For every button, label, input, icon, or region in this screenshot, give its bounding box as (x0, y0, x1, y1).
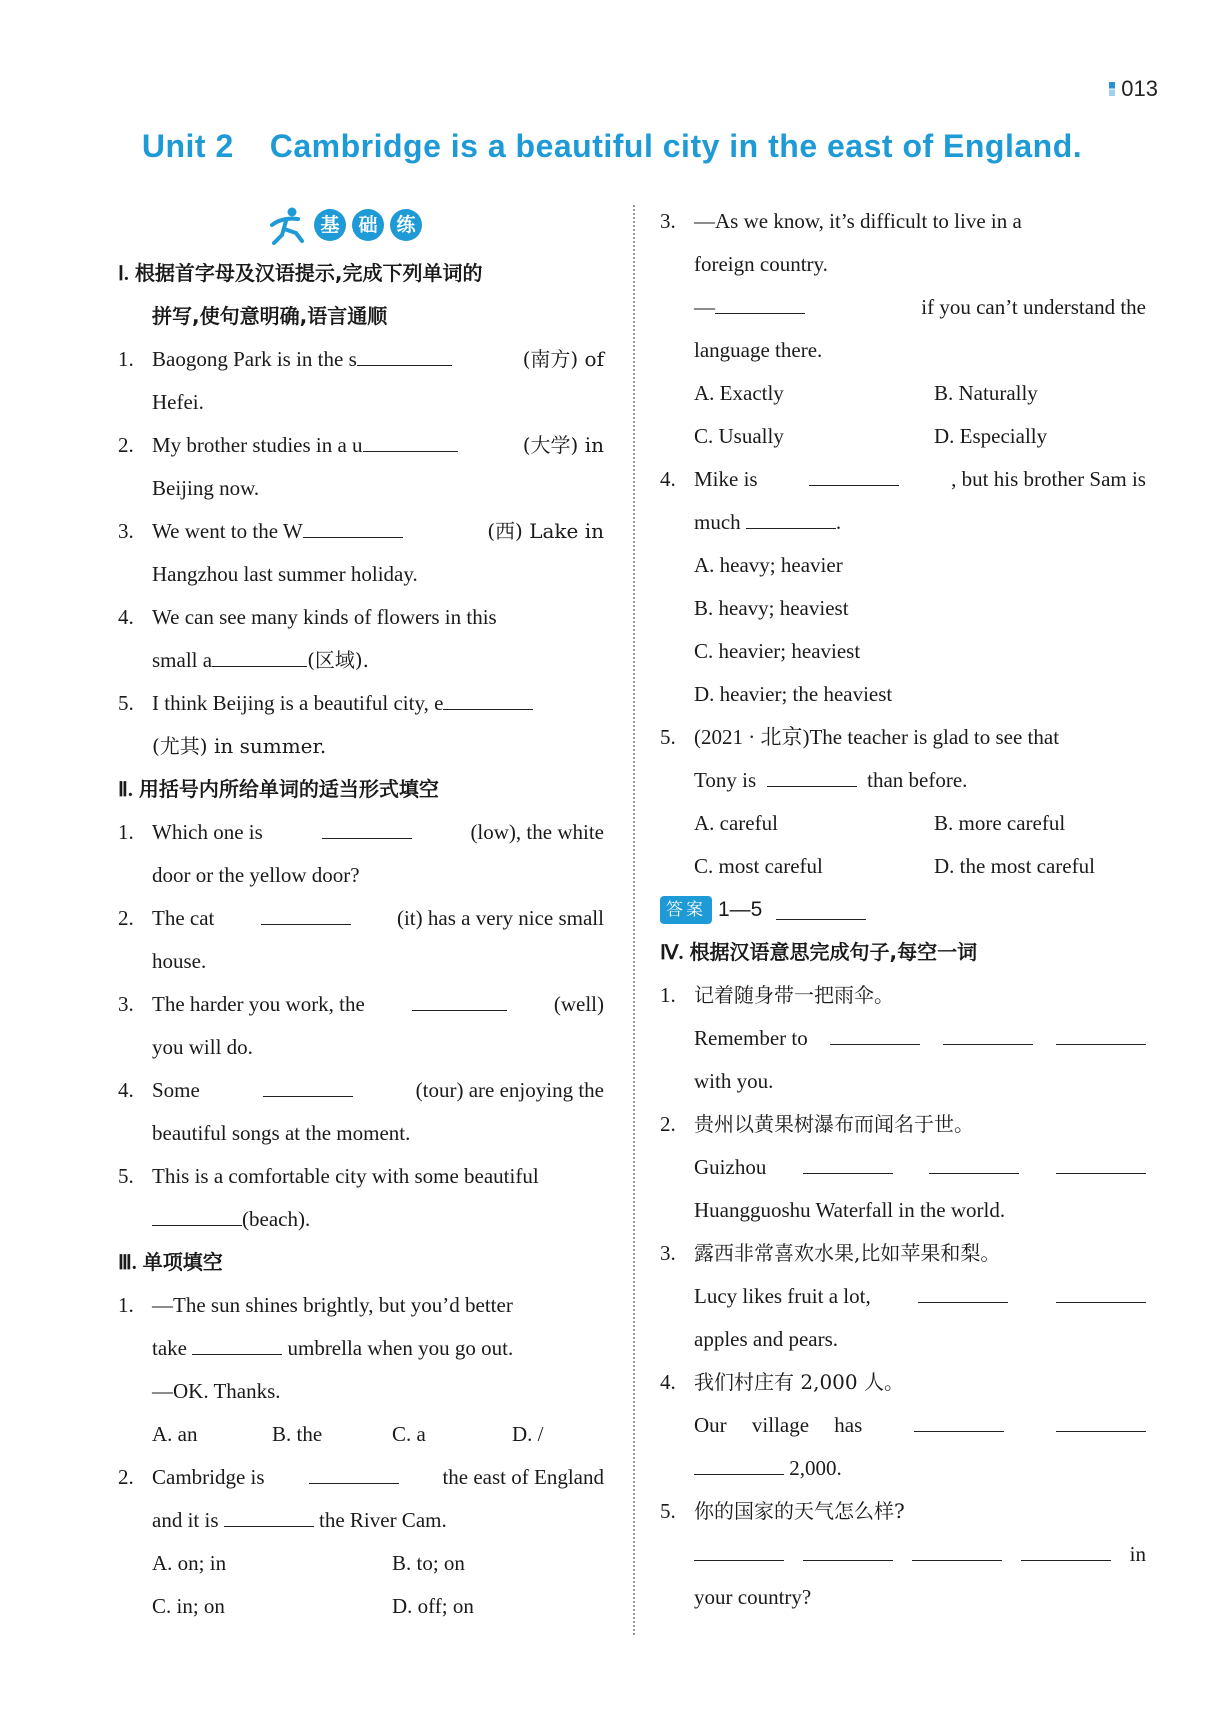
option-b[interactable]: B. to; on (392, 1551, 465, 1575)
section-3-heading: Ⅲ. 单项填空 (118, 1250, 223, 1274)
unit-title: Cambridge is a beautiful city in the east of England. (269, 128, 1083, 164)
s4-q2-en-cont: Huangguoshu Waterfall in the world. (694, 1198, 1006, 1222)
option-d[interactable]: D. / (512, 1422, 544, 1446)
s4-q4-blank-1[interactable] (914, 1411, 1004, 1432)
s4-q5: 5. 你的国家的天气怎么样? (660, 1499, 905, 1523)
s1-q5-blank[interactable] (443, 689, 533, 710)
s4-q4: 4. 我们村庄有 2,000 人。 (660, 1370, 904, 1394)
s3-q2-blank-1[interactable] (309, 1463, 399, 1484)
s4-q1-blank-1[interactable] (830, 1024, 920, 1045)
s3-q5-options-cd (660, 845, 1146, 888)
s2-q3: 3. The harder you work, the (well) (118, 992, 604, 1016)
s2-q1: 1. Which one is (low), the white (118, 820, 604, 844)
s3-q2-options-ab (118, 1542, 604, 1585)
s3-q4-option-a[interactable]: A. heavy; heavier (694, 553, 843, 577)
option-c[interactable]: C. most careful (694, 854, 823, 878)
s1-q4: 4. We can see many kinds of flowers in this (118, 605, 497, 629)
s4-q2-en: Guizhou (660, 1146, 1146, 1189)
s3-q2-options-cd (118, 1585, 604, 1628)
s3-q4-blank-1[interactable] (809, 465, 899, 486)
s3-q5-cont: Tony is than before. (694, 768, 968, 792)
s4-q4-en: Our village has (660, 1404, 1146, 1447)
option-a[interactable]: A. an (152, 1422, 198, 1446)
option-c[interactable]: C. a (392, 1422, 426, 1446)
page-marker-icon (1109, 82, 1115, 96)
s1-q3: 3. We went to the W (西) Lake in (118, 519, 604, 543)
s4-q2-blank-1[interactable] (803, 1153, 893, 1174)
s4-q2: 2. 贵州以黄果树瀑布而闻名于世。 (660, 1112, 974, 1136)
s4-q1-en-cont: with you. (694, 1069, 774, 1093)
s3-q2: 2. Cambridge is the east of England (118, 1465, 604, 1489)
option-d[interactable]: D. off; on (392, 1594, 474, 1618)
s4-q5-blank-2[interactable] (803, 1540, 893, 1561)
s2-q2-cont: house. (152, 949, 207, 973)
s3-q4-option-d[interactable]: D. heavier; the heaviest (694, 682, 893, 706)
s4-q1-blank-2[interactable] (943, 1024, 1033, 1045)
s2-q2-blank[interactable] (261, 904, 351, 925)
unit-label: Unit 2 (141, 128, 234, 164)
s3-q4-blank-2[interactable] (746, 508, 836, 529)
s3-q1-cont: take umbrella when you go out. (152, 1336, 514, 1360)
basics-practice-header (118, 200, 604, 250)
s4-q3: 3. 露西非常喜欢水果,比如苹果和梨。 (660, 1241, 1001, 1265)
s1-q2-blank[interactable] (363, 431, 458, 452)
s4-q3-blank-1[interactable] (918, 1282, 1008, 1303)
s2-q2: 2. The cat (it) has a very nice small (118, 906, 604, 930)
option-a[interactable]: A. careful (694, 811, 778, 835)
s1-q1: 1. Baogong Park is in the s (南方) of (118, 347, 604, 371)
section-1-heading: Ⅰ. 根据首字母及汉语提示,完成下列单词的 (118, 261, 483, 285)
s3-q4-option-b[interactable]: B. heavy; heaviest (694, 596, 849, 620)
s4-q1: 1. 记着随身带一把雨伞。 (660, 983, 894, 1007)
s1-q5-cont: (尤其) in summer. (152, 734, 327, 758)
s3-q3-cont: foreign country. (694, 252, 828, 276)
s3-q1-options (118, 1413, 604, 1456)
s2-q4: 4. Some (tour) are enjoying the (118, 1078, 604, 1102)
s4-q2-blank-2[interactable] (929, 1153, 1019, 1174)
s3-q4-cont: much . (694, 510, 842, 534)
s3-q3-reply: — if you can’t understand the (694, 295, 1146, 319)
s4-q2-blank-3[interactable] (1056, 1153, 1146, 1174)
s3-q4-option-c[interactable]: C. heavier; heaviest (694, 639, 861, 663)
s4-q5-en-cont: your country? (694, 1585, 812, 1609)
s1-q1-blank[interactable] (357, 345, 452, 366)
s4-q5-en: in (660, 1533, 1146, 1576)
section-1-heading-cont: 拼写,使句意明确,语言通顺 (152, 304, 388, 328)
left-column (118, 200, 604, 1628)
section-2-heading: Ⅱ. 用括号内所给单词的适当形式填空 (118, 777, 439, 801)
s3-q1-blank[interactable] (192, 1334, 282, 1355)
s4-q5-blank-4[interactable] (1021, 1540, 1111, 1561)
s4-q4-en-cont: 2,000. (660, 1447, 1146, 1490)
right-column (660, 200, 1146, 1619)
s3-q1: 1. —The sun shines brightly, but you’d better (118, 1293, 513, 1317)
badge-ji: 基 (314, 209, 346, 241)
answer-blank[interactable] (776, 899, 866, 920)
option-b[interactable]: B. the (272, 1422, 323, 1446)
badge-lian: 练 (390, 209, 422, 241)
s1-q3-blank[interactable] (303, 517, 403, 538)
s2-q5: 5. This is a comfortable city with some beautiful (118, 1164, 539, 1188)
s3-q2-cont: and it is the River Cam. (152, 1508, 447, 1532)
s2-q5-blank[interactable] (152, 1205, 242, 1226)
s2-q5-cont: (beach). (118, 1198, 604, 1241)
option-b[interactable]: B. more careful (934, 811, 1066, 835)
s2-q4-cont: beautiful songs at the moment. (152, 1121, 411, 1145)
s3-q3-blank[interactable] (715, 293, 805, 314)
s4-q3-en-cont: apples and pears. (694, 1327, 839, 1351)
option-a[interactable]: A. on; in (152, 1551, 227, 1575)
s3-q2-blank-2[interactable] (224, 1506, 314, 1527)
s3-q5-blank[interactable] (767, 766, 857, 787)
option-a[interactable]: A. Exactly (694, 381, 784, 405)
s4-q5-blank-3[interactable] (912, 1540, 1002, 1561)
s2-q1-cont: door or the yellow door? (152, 863, 360, 887)
badge-chu: 础 (352, 209, 384, 241)
s3-q3-options-ab (660, 372, 1146, 415)
s4-q1-blank-3[interactable] (1056, 1024, 1146, 1045)
option-d[interactable]: D. Especially (934, 424, 1048, 448)
s3-q1-reply: —OK. Thanks. (152, 1379, 281, 1403)
column-divider (633, 205, 635, 1635)
s1-q2: 2. My brother studies in a u (大学) in (118, 433, 604, 457)
s4-q3-en: Lucy likes fruit a lot, (660, 1275, 1146, 1318)
s1-q5: 5. I think Beijing is a beautiful city, e (118, 682, 604, 725)
page-number: 013 (1109, 76, 1158, 102)
s2-q3-blank[interactable] (412, 990, 507, 1011)
s4-q3-blank-2[interactable] (1056, 1282, 1146, 1303)
s4-q4-blank-2[interactable] (1056, 1411, 1146, 1432)
answer-tag: 答案 (660, 896, 712, 924)
s4-q1-en: Remember to (660, 1017, 1146, 1060)
answer-row (660, 888, 1146, 931)
s1-q4-blank[interactable] (212, 646, 307, 667)
s3-q3: 3. —As we know, it’s difficult to live in a (660, 209, 1022, 233)
option-c[interactable]: C. in; on (152, 1594, 225, 1618)
section-4-heading: Ⅳ. 根据汉语意思完成句子,每空一词 (660, 940, 978, 964)
s3-q5-options-ab (660, 802, 1146, 845)
s2-q3-cont: you will do. (152, 1035, 253, 1059)
option-c[interactable]: C. Usually (694, 424, 784, 448)
s4-q4-blank-3[interactable] (694, 1454, 784, 1475)
s1-q4-cont: small a (区域). (152, 648, 370, 672)
s2-q1-blank[interactable] (322, 818, 412, 839)
option-d[interactable]: D. the most careful (934, 854, 1095, 878)
s3-q3-reply-cont: language there. (694, 338, 823, 362)
s3-q5: 5. (2021 · 北京)The teacher is glad to see that (660, 725, 1060, 749)
s3-q4: 4. Mike is , but his brother Sam is (660, 467, 1146, 491)
runner-icon (268, 205, 308, 245)
s3-q3-options-cd (660, 415, 1146, 458)
page-title (0, 128, 1224, 165)
s1-q2-cont: Beijing now. (152, 476, 260, 500)
answer-range: 1—5 (718, 898, 763, 921)
option-b[interactable]: B. Naturally (934, 381, 1038, 405)
s2-q4-blank[interactable] (263, 1076, 353, 1097)
s4-q5-blank-1[interactable] (694, 1540, 784, 1561)
s1-q1-cont: Hefei. (152, 390, 204, 414)
s1-q3-cont: Hangzhou last summer holiday. (152, 562, 418, 586)
